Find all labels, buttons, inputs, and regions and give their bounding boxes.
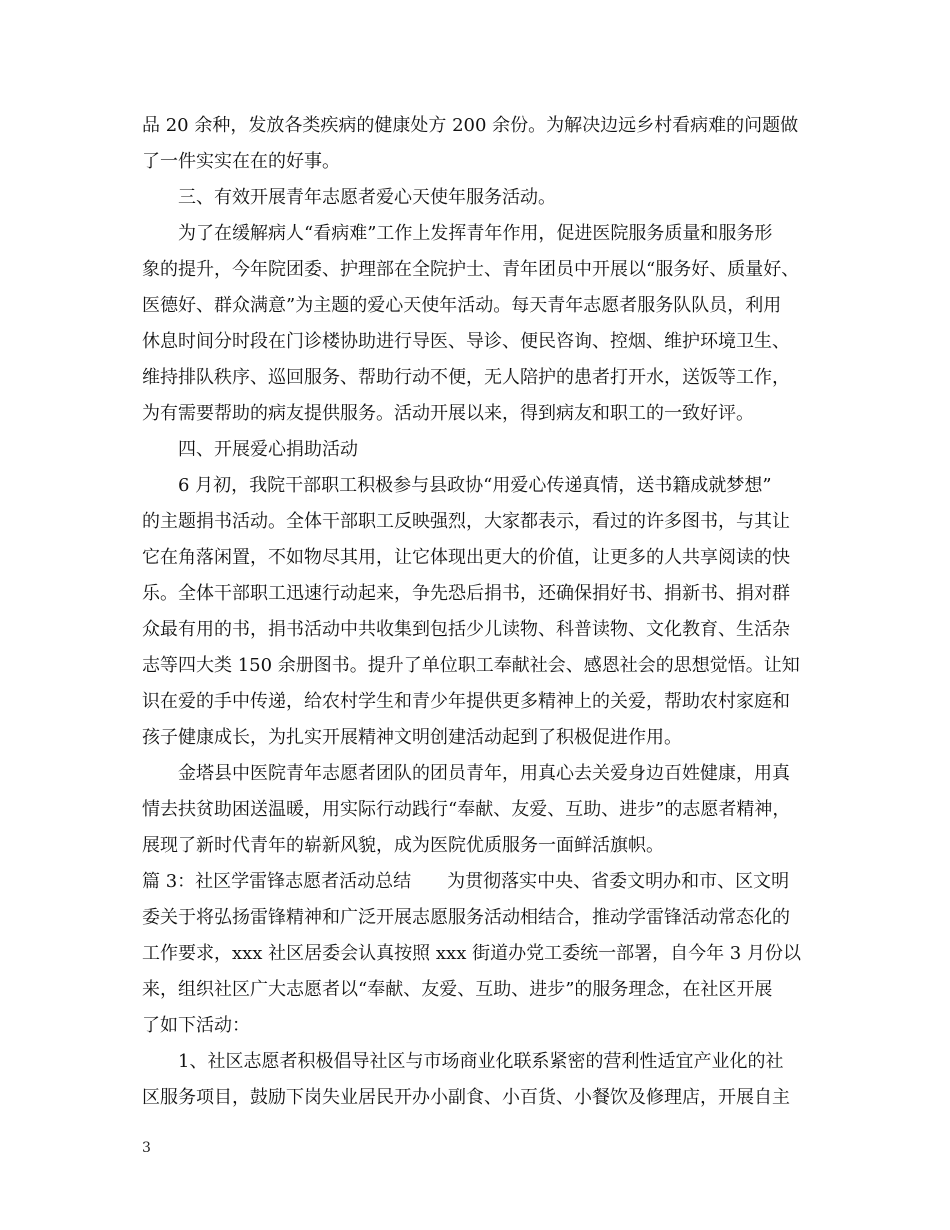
section-heading: 三、有效开展青年志愿者爱心天使年服务活动。 xyxy=(178,187,556,208)
text-line: 众最有用的书，捐书活动中共收集到包括少儿读物、科普读物、文化教育、生活杂 xyxy=(142,619,790,640)
text-line: 来，组织社区广大志愿者以“奉献、友爱、互助、进步”的服务理念，在社区开展 xyxy=(142,979,773,1000)
text-line: 金塔县中医院青年志愿者团队的团员青年，用真心去关爱身边百姓健康，用真 xyxy=(178,763,790,784)
text-line: 的主题捐书活动。全体干部职工反映强烈，大家都表示，看过的许多图书，与其让 xyxy=(142,511,790,532)
text-line: 孩子健康成长，为扎实开展精神文明创建活动起到了积极促进作用。 xyxy=(142,727,682,748)
text-line: 志等四大类 150 余册图书。提升了单位职工奉献社会、感恩社会的思想觉悟。让知 xyxy=(142,655,800,676)
text-line: 识在爱的手中传递，给农村学生和青少年提供更多精神上的关爱，帮助农村家庭和 xyxy=(142,691,790,712)
text-line: 工作要求，xxx 社区居委会认真按照 xxx 街道办党工委统一部署，自今年 3 月份以 xyxy=(142,943,801,964)
text-line: 为有需要帮助的病友提供服务。活动开展以来，得到病友和职工的一致好评。 xyxy=(142,403,754,424)
text-line: 区服务项目，鼓励下岗失业居民开办小副食、小百货、小餐饮及修理店，开展自主 xyxy=(142,1087,790,1108)
text-line: 医德好、群众满意”为主题的爱心天使年活动。每天青年志愿者服务队队员，利用 xyxy=(142,295,782,316)
article-title-line: 篇 3：社区学雷锋志愿者活动总结 为贯彻落实中央、省委文明办和市、区文明 xyxy=(142,871,790,892)
text-line: 展现了新时代青年的崭新风貌，成为医院优质服务一面鲜活旗帜。 xyxy=(142,835,664,856)
text-line: 为了在缓解病人“看病难”工作上发挥青年作用，促进医院服务质量和服务形 xyxy=(178,223,773,244)
text-line: 维持排队秩序、巡回服务、帮助行动不便，无人陪护的患者打开水，送饭等工作， xyxy=(142,367,790,388)
text-line: 1、社区志愿者积极倡导社区与市场商业化联系紧密的营利性适宜产业化的社 xyxy=(178,1051,784,1072)
text-line: 休息时间分时段在门诊楼协助进行导医、导诊、便民咨询、控烟、维护环境卫生、 xyxy=(142,331,790,352)
text-line: 6 月初，我院干部职工积极参与县政协“用爱心传递真情，送书籍成就梦想” xyxy=(178,475,772,496)
text-line: 委关于将弘扬雷锋精神和广泛开展志愿服务活动相结合，推动学雷锋活动常态化的 xyxy=(142,907,790,928)
section-heading: 四、开展爱心捐助活动 xyxy=(178,439,358,460)
text-line: 了一件实实在在的好事。 xyxy=(142,151,340,172)
text-line: 了如下活动： xyxy=(142,1015,250,1036)
text-line: 乐。全体干部职工迅速行动起来，争先恐后捐书，还确保捐好书、捐新书、捐对群 xyxy=(142,583,790,604)
document-body xyxy=(142,108,832,1116)
text-line: 情去扶贫助困送温暖，用实际行动践行“奉献、友爱、互助、进步”的志愿者精神， xyxy=(142,799,791,820)
text-line: 它在角落闲置，不如物尽其用，让它体现出更大的价值，让更多的人共享阅读的快 xyxy=(142,547,790,568)
page-number: 3 xyxy=(142,1140,151,1156)
text-line: 象的提升，今年院团委、护理部在全院护士、青年团员中开展以“服务好、质量好、 xyxy=(142,259,800,280)
text-line: 品 20 余种，发放各类疾病的健康处方 200 余份。为解决边远乡村看病难的问题做 xyxy=(142,115,799,136)
